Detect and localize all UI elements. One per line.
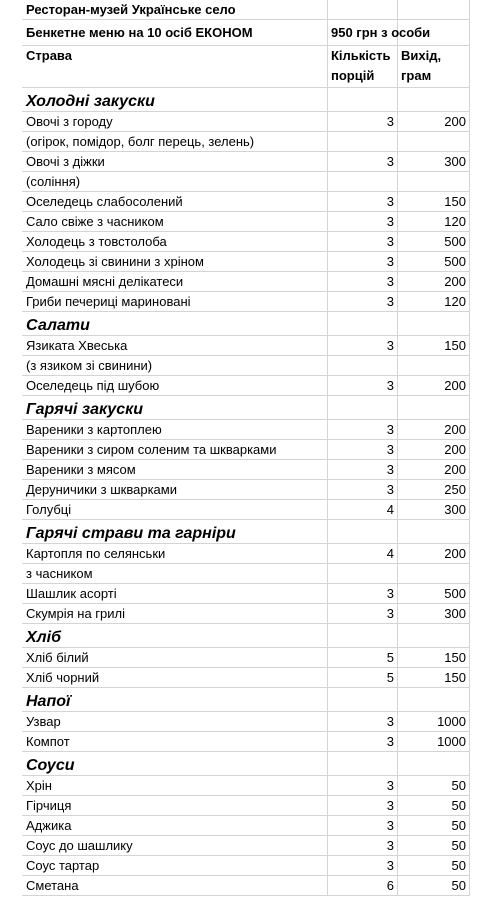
dish-name: Овочі з городу [22,112,328,131]
dish-row [22,460,470,480]
dish-row [22,712,470,732]
dish-portions: 3 [328,232,398,251]
dish-output-grams: 500 [398,252,470,271]
section-title: Напої [22,688,328,711]
column-header-qty-line2: порцій [331,68,375,83]
dish-row [22,876,470,896]
dish-row [22,112,470,132]
empty-cell [398,88,470,111]
empty-cell [328,688,398,711]
dish-output-grams [398,356,470,375]
section-header-row [22,396,470,420]
dish-output-grams: 200 [398,544,470,563]
column-header-output-line1: Вихід, [401,48,442,63]
dish-row [22,376,470,396]
dish-output-grams: 50 [398,836,470,855]
dish-row [22,272,470,292]
menu-body [22,88,470,896]
menu-title: Бенкетне меню на 10 осіб ЕКОНОМ [22,20,328,45]
empty-cell [398,520,470,543]
dish-portions: 3 [328,336,398,355]
dish-output-grams: 500 [398,232,470,251]
dish-portions [328,132,398,151]
dish-output-grams: 120 [398,212,470,231]
empty-cell [328,88,398,111]
dish-portions: 3 [328,152,398,171]
section-header-row [22,312,470,336]
dish-portions: 3 [328,796,398,815]
dish-output-grams: 150 [398,648,470,667]
dish-row [22,356,470,376]
dish-row [22,856,470,876]
dish-name: з часником [22,564,328,583]
dish-row [22,232,470,252]
column-header-output [398,46,470,87]
dish-name: Голубці [22,500,328,519]
dish-name: Холодець з товстолоба [22,232,328,251]
dish-portions: 3 [328,816,398,835]
price-per-person: 950 грн з особи [328,20,398,45]
dish-row [22,420,470,440]
dish-output-grams: 200 [398,440,470,459]
empty-cell [398,688,470,711]
section-title: Салати [22,312,328,335]
column-header-dish: Страва [22,46,328,87]
dish-portions [328,172,398,191]
dish-name: Оселедець під шубою [22,376,328,395]
dish-portions: 3 [328,776,398,795]
dish-portions: 3 [328,836,398,855]
empty-cell [328,624,398,647]
dish-row [22,668,470,688]
dish-output-grams: 120 [398,292,470,311]
dish-row [22,776,470,796]
section-header-row [22,88,470,112]
dish-portions: 4 [328,544,398,563]
dish-output-grams: 300 [398,152,470,171]
dish-output-grams: 1000 [398,712,470,731]
section-title: Гарячі страви та гарніри [22,520,328,543]
section-header-row [22,520,470,544]
dish-row [22,132,470,152]
dish-row [22,252,470,272]
dish-name: Домашні мясні делікатеси [22,272,328,291]
dish-portions: 3 [328,440,398,459]
dish-name: Узвар [22,712,328,731]
dish-row [22,440,470,460]
dish-output-grams [398,172,470,191]
dish-output-grams: 50 [398,876,470,895]
dish-name: Овочі з діжки [22,152,328,171]
dish-output-grams: 50 [398,796,470,815]
dish-name: Язиката Хвеська [22,336,328,355]
dish-name: Вареники з картоплею [22,420,328,439]
dish-name: Хліб білий [22,648,328,667]
dish-output-grams: 200 [398,460,470,479]
column-header-qty-line1: Кількість [331,48,391,63]
column-header-qty [328,46,398,87]
dish-name: Вареники з сиром соленим та шкварками [22,440,328,459]
dish-portions: 5 [328,668,398,687]
dish-name: Вареники з мясом [22,460,328,479]
dish-name: (з язиком зі свинини) [22,356,328,375]
dish-row [22,584,470,604]
dish-row [22,816,470,836]
section-title: Соуси [22,752,328,775]
dish-row [22,732,470,752]
dish-output-grams: 200 [398,420,470,439]
dish-output-grams [398,564,470,583]
column-header-output-line2: грам [401,68,432,83]
menu-sheet [22,0,470,896]
dish-output-grams: 50 [398,816,470,835]
dish-row [22,500,470,520]
dish-name: Холодець зі свинини з хріном [22,252,328,271]
empty-cell [328,752,398,775]
section-title: Гарячі закуски [22,396,328,419]
dish-portions: 3 [328,192,398,211]
section-header-row [22,624,470,648]
dish-output-grams: 150 [398,192,470,211]
dish-name: Соус до шашлику [22,836,328,855]
empty-cell [398,0,470,19]
empty-cell [328,312,398,335]
restaurant-name: Ресторан-музей Українське село [22,0,328,19]
dish-row [22,648,470,668]
dish-portions: 3 [328,856,398,875]
dish-row [22,544,470,564]
dish-name: Аджика [22,816,328,835]
dish-row [22,192,470,212]
empty-cell [398,396,470,419]
dish-portions: 3 [328,292,398,311]
dish-portions: 3 [328,460,398,479]
dish-output-grams: 50 [398,776,470,795]
dish-name: Скумрія на грилі [22,604,328,623]
dish-row [22,836,470,856]
empty-cell [398,312,470,335]
dish-portions: 3 [328,732,398,751]
empty-cell [328,520,398,543]
dish-portions: 4 [328,500,398,519]
empty-cell [328,0,398,19]
dish-output-grams: 300 [398,500,470,519]
dish-row [22,336,470,356]
dish-portions [328,564,398,583]
empty-cell [398,624,470,647]
dish-row [22,212,470,232]
dish-name: (огірок, помідор, болг перець, зелень) [22,132,328,151]
dish-output-grams [398,132,470,151]
dish-output-grams: 250 [398,480,470,499]
dish-output-grams: 50 [398,856,470,875]
dish-portions: 3 [328,212,398,231]
dish-name: Хрін [22,776,328,795]
dish-portions: 5 [328,648,398,667]
dish-output-grams: 500 [398,584,470,603]
dish-portions: 3 [328,252,398,271]
empty-cell [398,752,470,775]
section-header-row [22,752,470,776]
dish-name: Гриби печериці мариновані [22,292,328,311]
dish-portions: 3 [328,480,398,499]
dish-output-grams: 150 [398,336,470,355]
dish-output-grams: 1000 [398,732,470,751]
dish-output-grams: 200 [398,376,470,395]
dish-name: Соус тартар [22,856,328,875]
dish-portions: 3 [328,376,398,395]
dish-output-grams: 200 [398,112,470,131]
dish-row [22,564,470,584]
dish-row [22,796,470,816]
dish-portions: 3 [328,420,398,439]
dish-row [22,480,470,500]
header-row-restaurant [22,0,470,20]
column-header-row [22,46,470,88]
section-title: Холодні закуски [22,88,328,111]
header-row-menu [22,20,470,46]
dish-output-grams: 150 [398,668,470,687]
dish-portions: 3 [328,272,398,291]
dish-row [22,172,470,192]
dish-name: Хліб чорний [22,668,328,687]
empty-cell [328,396,398,419]
dish-portions [328,356,398,375]
dish-name: Оселедець слабосолений [22,192,328,211]
dish-name: Шашлик асорті [22,584,328,603]
dish-output-grams: 200 [398,272,470,291]
section-header-row [22,688,470,712]
dish-name: Компот [22,732,328,751]
section-title: Хліб [22,624,328,647]
dish-name: Гірчиця [22,796,328,815]
dish-name: Деруничики з шкварками [22,480,328,499]
dish-row [22,604,470,624]
dish-portions: 6 [328,876,398,895]
dish-output-grams: 300 [398,604,470,623]
dish-row [22,292,470,312]
dish-portions: 3 [328,112,398,131]
dish-name: (соління) [22,172,328,191]
dish-name: Картопля по селянськи [22,544,328,563]
dish-name: Сметана [22,876,328,895]
dish-portions: 3 [328,604,398,623]
dish-portions: 3 [328,584,398,603]
dish-portions: 3 [328,712,398,731]
dish-row [22,152,470,172]
dish-name: Сало свіже з часником [22,212,328,231]
